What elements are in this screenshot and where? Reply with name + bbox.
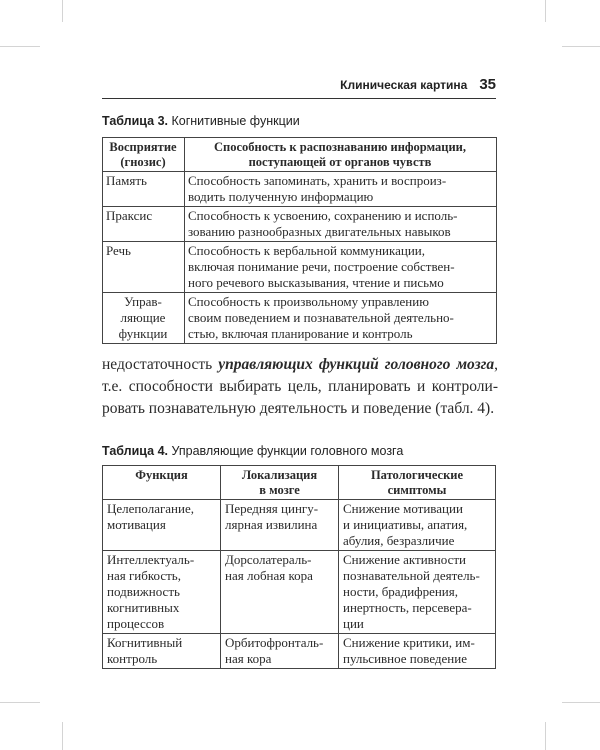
table3-function-cell [103, 207, 185, 242]
cell-line: Способность к произвольному управлению [188, 294, 429, 309]
cell-line: включая понимание речи, построение собствен- [188, 259, 455, 274]
paragraph-line [102, 354, 498, 376]
cell-line: Способность запоминать, хранить и воспроиз- [188, 173, 447, 188]
cell-line: Локализация [241, 468, 318, 482]
table4-header-cell [339, 466, 496, 500]
cell-line: в мозге [259, 483, 300, 497]
cell-line: симптомы [387, 483, 447, 497]
cell-line: стью, включая планирование и контроль [188, 326, 413, 341]
paragraph-text: , [494, 356, 498, 373]
table4 [102, 465, 496, 669]
cell-line: Восприятие [109, 140, 177, 154]
cell-line: Целеполагание, [107, 501, 194, 516]
table4-location-cell [221, 500, 339, 551]
cell-line: ная кора [225, 651, 272, 666]
table4-header-cell [221, 466, 339, 500]
cell-line: ляющие [120, 310, 166, 325]
cell-line: подвижность [107, 584, 180, 599]
cell-line: Интеллектуаль- [107, 552, 195, 567]
crop-mark [0, 702, 40, 703]
cell-line: Управ- [124, 294, 162, 309]
cell-line: Снижение активности [343, 552, 466, 567]
table-row [103, 634, 496, 669]
cell-line: Функция [135, 468, 188, 482]
crop-mark [62, 722, 63, 750]
cell-line: познавательной деятель- [343, 568, 480, 583]
table3-function-cell [103, 293, 185, 344]
cell-line: зованию разнообразных двигательных навыков [188, 224, 451, 239]
table4-caption [102, 444, 403, 458]
table3-caption-text: Когнитивные функции [168, 114, 300, 128]
table4-symptoms-cell [339, 551, 496, 634]
cell-line: абулия, безразличие [343, 533, 455, 548]
cell-line: Память [106, 173, 147, 188]
cell-line: своим поведением и познавательной деятельно- [188, 310, 454, 325]
table4-caption-label: Таблица 4. [102, 444, 168, 458]
cell-line: Речь [106, 243, 131, 258]
cell-line: Когнитивный [107, 635, 183, 650]
cell-line: ная лобная кора [225, 568, 313, 583]
paragraph-line: ровать познавательную деятельность и поведение (табл. 4). [102, 400, 495, 417]
table3-header-row [103, 138, 497, 172]
table3-description-cell [185, 242, 497, 293]
paragraph-line: т.е. способности выбирать цель, планировать и контроли- [102, 378, 498, 395]
table4-header-row [103, 466, 496, 500]
table-row [103, 242, 497, 293]
paragraph-text: недостаточность [102, 356, 219, 373]
table4-symptoms-cell [339, 634, 496, 669]
running-title: Клиническая картина [340, 78, 468, 92]
cell-line: Орбитофронталь- [225, 635, 324, 650]
crop-mark [0, 46, 40, 47]
cell-line: лярная извилина [225, 517, 318, 532]
cell-line: (гнозис) [120, 155, 166, 169]
table3-description-cell [185, 293, 497, 344]
crop-mark [562, 46, 600, 47]
table4-caption-text: Управляющие функции головного мозга [168, 444, 404, 458]
table4-symptoms-cell [339, 500, 496, 551]
cell-line: ции [343, 616, 364, 631]
table4-location-cell [221, 551, 339, 634]
table-row [103, 500, 496, 551]
cell-line: Способность к усвоению, сохранению и исполь- [188, 208, 458, 223]
cell-line: водить полученную информацию [188, 189, 374, 204]
table-row [103, 551, 496, 634]
body-paragraph [102, 354, 498, 420]
table4-header-cell [103, 466, 221, 500]
cell-line: Праксис [106, 208, 153, 223]
crop-mark [562, 702, 600, 703]
cell-line: ная гибкость, [107, 568, 181, 583]
cell-line: Снижение мотивации [343, 501, 463, 516]
cell-line: Снижение критики, им- [343, 635, 475, 650]
header-rule [102, 98, 496, 99]
cell-line: и инициативы, апатия, [343, 517, 468, 532]
table3 [102, 137, 497, 344]
table-row [103, 293, 497, 344]
running-header [340, 76, 496, 93]
table4-function-cell [103, 551, 221, 634]
table3-description-cell [185, 172, 497, 207]
cell-line: пульсивное поведение [343, 651, 467, 666]
table3-function-cell [103, 242, 185, 293]
table4-function-cell [103, 634, 221, 669]
table4-location-cell [221, 634, 339, 669]
cell-line: ного речевого высказывания, чтение и письмо [188, 275, 444, 290]
cell-line: Передняя цингу- [225, 501, 319, 516]
cell-line: Дорсолатераль- [225, 552, 312, 567]
cell-line: поступающей от органов чувств [248, 155, 432, 169]
table3-description-cell [185, 207, 497, 242]
table-row [103, 207, 497, 242]
table3-caption-label: Таблица 3. [102, 114, 168, 128]
emphasized-term: управляющих функций головного мозга [218, 356, 495, 373]
table3-header-cell [103, 138, 185, 172]
crop-mark [62, 0, 63, 22]
cell-line: контроль [107, 651, 158, 666]
cell-line: Способность к вербальной коммуникации, [188, 243, 426, 258]
cell-line: мотивация [107, 517, 166, 532]
crop-mark [545, 0, 546, 22]
cell-line: Патологические [370, 468, 464, 482]
cell-line: функции [118, 326, 168, 341]
cell-line: Способность к распознаванию информации, [214, 140, 466, 154]
table3-function-cell [103, 172, 185, 207]
cell-line: инертность, персевера- [343, 600, 472, 615]
cell-line: когнитивных [107, 600, 180, 615]
cell-line: процессов [107, 616, 165, 631]
table4-function-cell [103, 500, 221, 551]
page-number: 35 [479, 76, 496, 93]
table-row [103, 172, 497, 207]
table3-caption [102, 114, 300, 128]
table3-header-cell [185, 138, 497, 172]
cell-line: ности, брадифрения, [343, 584, 458, 599]
crop-mark [545, 722, 546, 750]
